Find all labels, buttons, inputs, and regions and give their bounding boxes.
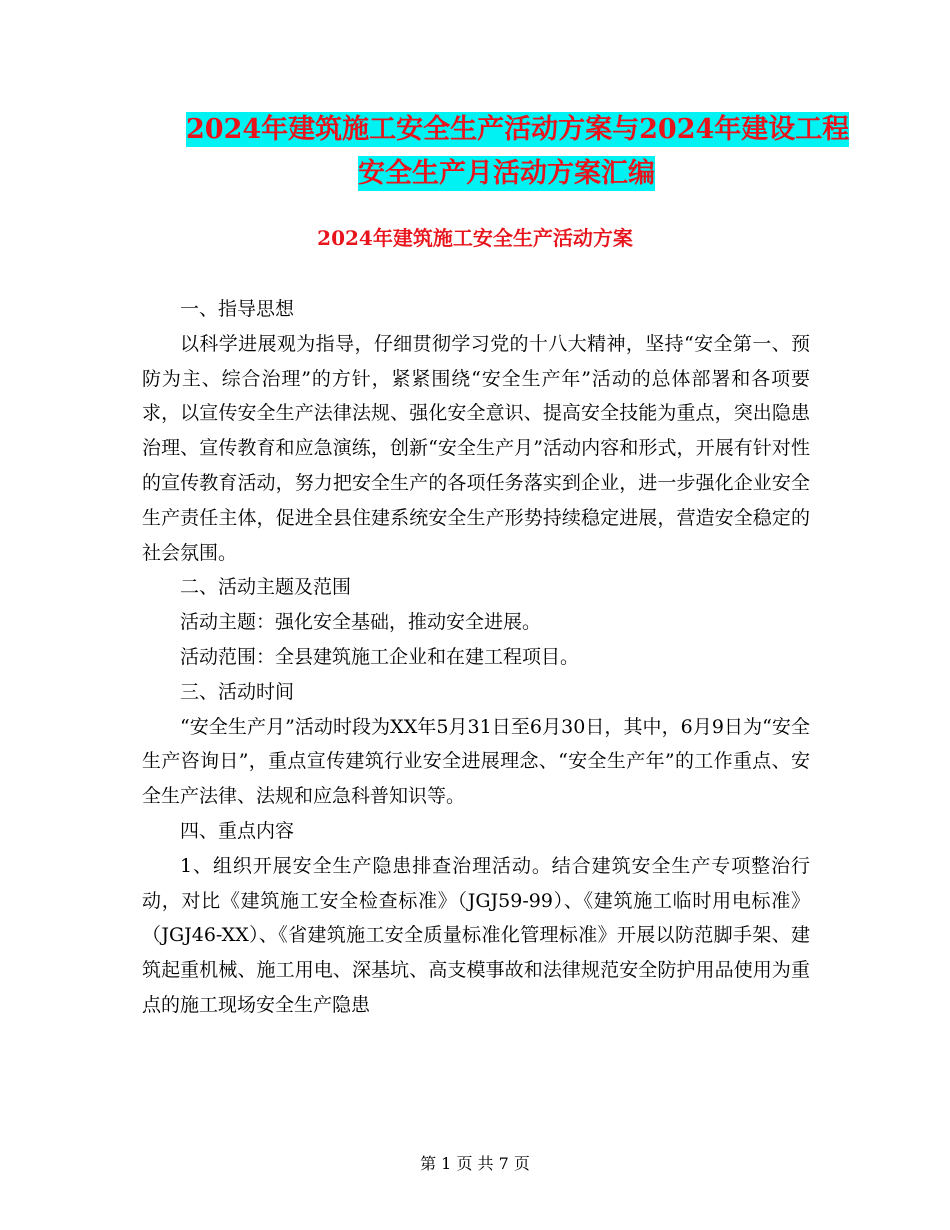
title-highlight: 安全生产月活动方案汇编 — [358, 158, 655, 189]
document-title-line1 — [186, 110, 886, 150]
heading-key-content: 四、重点内容 — [180, 819, 295, 842]
page-footer: 第 1 页 共 7 页 — [420, 1154, 530, 1173]
document-title-line2 — [358, 154, 950, 194]
heading-activity-time: 三、活动时间 — [180, 680, 295, 703]
paragraph-guiding-ideology: 以科学进展观为指导，仔细贯彻学习党的十八大精神，坚持“安全第一、预防为主、综合治理”的方针，紧紧围绕“安全生产年”活动的总体部署和各项要求，以宣传安全生产法律法规、强化安全意识、提高安全技能为重点，突出隐患治理、宣传教育和应急演练，创新“安全生产月”活动内容和形式，开展有针对性的宣传教育活动，努力把安全生产的各项任务落实到企业，进一步强化企业安全生产责任主体，促进全县住建系统安全生产形势持续稳定进展，营造安全稳定的社会氛围。 — [142, 332, 810, 564]
title-highlight: 2024年建筑施工安全生产活动方案与2024年建设工程 — [186, 114, 850, 145]
paragraph-activity-time: “安全生产月”活动时段为XX年5月31日至6月30日，其中，6月9日为“安全生产咨询日”，重点宣传建筑行业安全进展理念、“安全生产年”的工作重点、安全生产法律、法规和应急科普知识等。 — [142, 715, 810, 808]
heading-guiding-ideology: 一、指导思想 — [180, 298, 295, 320]
document-body — [142, 292, 810, 1023]
section-title: 2024年建筑施工安全生产活动方案 — [317, 226, 633, 250]
paragraph-theme: 活动主题：强化安全基础，推动安全进展。 — [180, 611, 542, 634]
paragraph-scope: 活动范围：全县建筑施工企业和在建工程项目。 — [180, 645, 580, 668]
paragraph-key-content-1: 1、组织开展安全生产隐患排查治理活动。结合建筑安全生产专项整治行动，对比《建筑施工安全检查标准》（JGJ59-99）、《建筑施工临时用电标准》（JGJ46-XX）、《省建筑施工安全质量标准化管理标准》开展以防范脚手架、建筑起重机械、施工用电、深基坑、高支模事故和法律规范安全防护用品使用为重点的施工现场安全生产隐患 — [142, 854, 810, 1016]
heading-theme-scope: 二、活动主题及范围 — [180, 576, 352, 599]
